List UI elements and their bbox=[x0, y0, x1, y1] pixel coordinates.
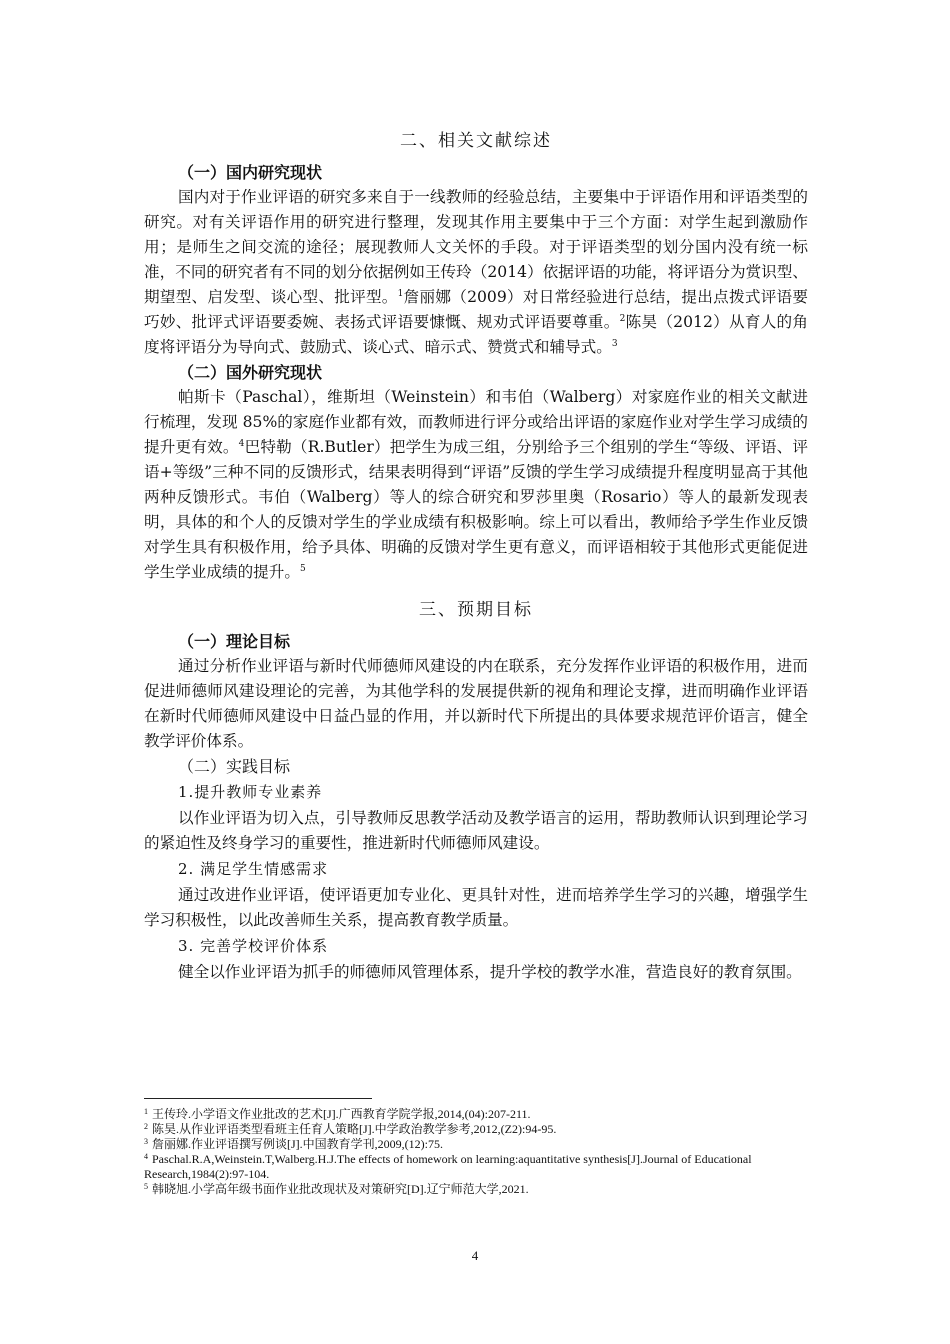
footnote-ref-5[interactable]: 5 bbox=[299, 564, 306, 574]
text-domestic-1: 国内对于作业评语的研究多来自于一线教师的经验总结，主要集中于评语作用和评语类型的研究。对有关评语作用的研究进行整理，发现其作用主要集中于三个方面：对学生起到激励作用；是师生之间交流的途径；展现教师人文关怀的手段。对于评语类型的划分国内没有统一标准，不同的研究者有不同的划分依据例如王传玲（2014）依据评语的功能，将评语分为赏识型、期望型、启发型、谈心型、批评型。 bbox=[144, 188, 808, 306]
practice-item-2-paragraph: 通过改进作业评语，使评语更加专业化、更具针对性，进而培养学生学习的兴趣，增强学生学习积极性，以此改善师生关系，提高教育教学质量。 bbox=[144, 886, 808, 929]
footnote-text: 詹丽娜.作业评语撰写例谈[J].中国教育学刊,2009,(12):75. bbox=[152, 1137, 443, 1151]
footnote-text: 韩晓旭.小学高年级书面作业批改现状及对策研究[D].辽宁师范大学,2021. bbox=[152, 1182, 529, 1196]
page-body bbox=[144, 122, 808, 985]
section-title-expected-goals: 三、预期目标 bbox=[419, 600, 533, 620]
footnote-num: 3 bbox=[144, 1137, 148, 1146]
footnote-text: Paschal.R.A,Weinstein.T,Walberg.H.J.The effects of homework on learning:aquantitative synthesis[J].Journal of Educational Research,1984(2):97-104. bbox=[144, 1152, 752, 1181]
subheading-foreign-research: （二）国外研究现状 bbox=[178, 363, 323, 382]
subheading-domestic-research: （一）国内研究现状 bbox=[178, 163, 323, 182]
footnote-num: 1 bbox=[144, 1107, 148, 1116]
footnote-ref-4[interactable]: 4 bbox=[238, 439, 245, 449]
practice-item-3-paragraph: 健全以作业评语为抓手的师德师风管理体系，提升学校的教学水准，营造良好的教育氛围。 bbox=[178, 963, 802, 981]
footnote-ref-3[interactable]: 3 bbox=[611, 339, 618, 349]
footnote-1 bbox=[144, 1107, 808, 1122]
practice-item-2-title: 2. 满足学生情感需求 bbox=[178, 860, 329, 878]
section-title-literature-review: 二、相关文献综述 bbox=[400, 131, 552, 151]
text-foreign-2: 巴特勒（R.Butler）把学生为成三组，分别给予三个组别的学生“等级、评语、评语+等级”三种不同的反馈形式，结果表明得到“评语”反馈的学生学习成绩提升程度明显高于其他两种反馈形式。韦伯（Walberg）等人的综合研究和罗莎里奥（Rosario）等人的最新发现表明，具体的和个人的反馈对学生的学业成绩有积极影响。综上可以看出，教师给予学生作业反馈对学生具有积极作用，给予具体、明确的反馈对学生更有意义，而评语相较于其他形式更能促进学生学业成绩的提升。 bbox=[144, 438, 808, 581]
footnote-divider bbox=[144, 1098, 372, 1099]
text-foreign-1: 帕斯卡（Paschal），维斯坦（Weinstein）和韦伯（Walberg）对家庭作业的相关文献进行梳理，发现 85%的家庭作业都有效，而教师进行评分或给出评语的家庭作业对学生学习成绩的提升更有效。 bbox=[144, 388, 808, 456]
footnote-num: 4 bbox=[144, 1152, 148, 1161]
footnote-text: 王传玲.小学语文作业批改的艺术[J].广西教育学院学报,2014,(04):207-211. bbox=[152, 1107, 531, 1121]
paragraph-theory-goals: 通过分析作业评语与新时代师德师风建设的内在联系，充分发挥作业评语的积极作用，进而促进师德师风建设理论的完善，为其他学科的发展提供新的视角和理论支撑，进而明确作业评语在新时代师德师风建设中日益凸显的作用，并以新时代下所提出的具体要求规范评价语言，健全教学评价体系。 bbox=[144, 657, 808, 750]
footnote-5 bbox=[144, 1182, 808, 1197]
page-number: 4 bbox=[471, 1248, 479, 1263]
paragraph-domestic-research bbox=[144, 185, 808, 360]
footnote-num: 5 bbox=[144, 1182, 148, 1191]
text-domestic-2: 詹丽娜（2009）对日常经验进行总结，提出点拨式评语要巧妙、批评式评语要委婉、表扬式评语要慷慨、规劝式评语要尊重。 bbox=[144, 288, 808, 331]
paragraph-foreign-research bbox=[144, 385, 808, 585]
practice-item-1-title: 1.提升教师专业素养 bbox=[178, 783, 323, 801]
footnote-text: 陈昊.从作业评语类型看班主任育人策略[J].中学政治教学参考,2012,(Z2):94-95. bbox=[152, 1122, 557, 1136]
footnote-num: 2 bbox=[144, 1122, 148, 1131]
practice-item-1-paragraph: 以作业评语为切入点，引导教师反思教学活动及教学语言的运用，帮助教师认识到理论学习的紧迫性及终身学习的重要性，推进新时代师德师风建设。 bbox=[144, 809, 808, 852]
footnotes bbox=[144, 1098, 808, 1197]
text-domestic-3: 陈昊（2012）从育人的角度将评语分为导向式、鼓励式、谈心式、暗示式、赞赏式和辅导式。 bbox=[144, 313, 808, 356]
subheading-theory-goals: （一）理论目标 bbox=[178, 632, 291, 651]
footnote-ref-2[interactable]: 2 bbox=[619, 314, 626, 324]
footnote-ref-1[interactable]: 1 bbox=[397, 289, 404, 299]
footnote-2 bbox=[144, 1122, 808, 1137]
subheading-practice-goals: （二）实践目标 bbox=[178, 757, 291, 776]
practice-item-3-title: 3. 完善学校评价体系 bbox=[178, 937, 329, 955]
footnote-4 bbox=[144, 1152, 808, 1182]
footnote-3 bbox=[144, 1137, 808, 1152]
